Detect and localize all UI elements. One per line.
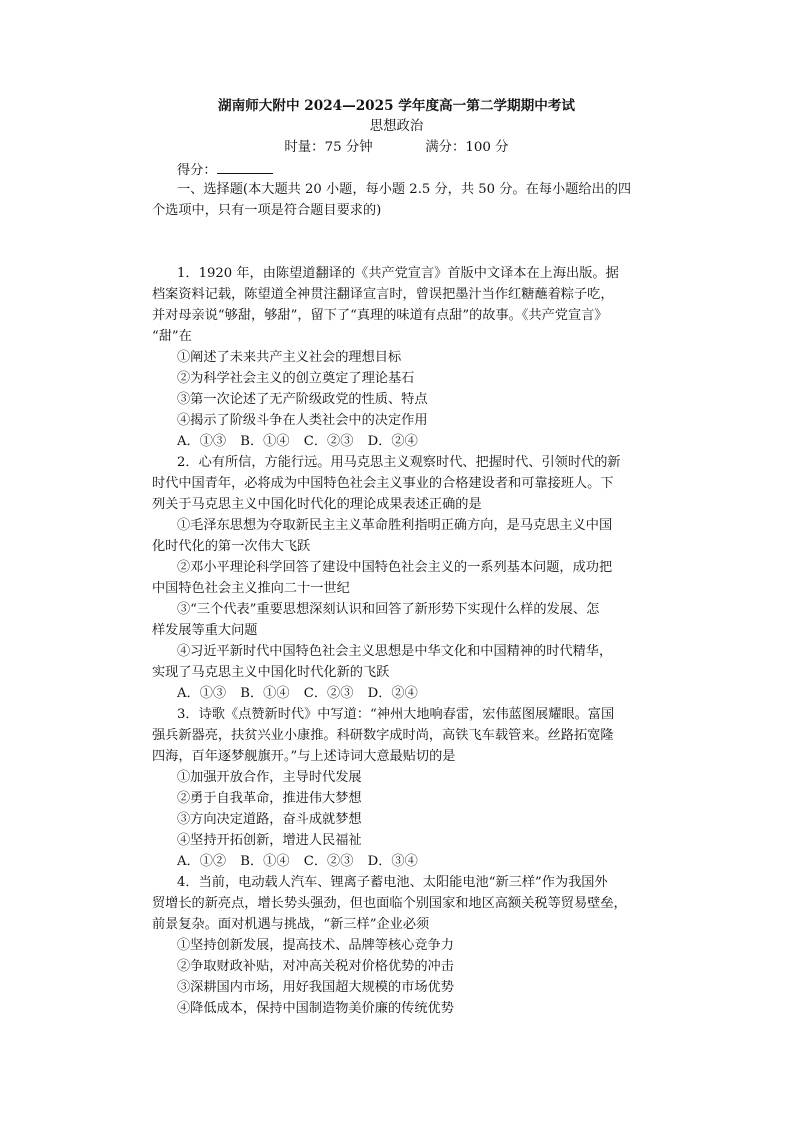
q1-option-b: B．①④ — [240, 434, 290, 449]
score-label: 得分： — [177, 163, 217, 178]
q2-item-4a: ④习近平新时代中国特色社会主义思想是中华文化和中国精神的时代精华， — [177, 644, 613, 659]
q4-item-4: ④降低成本，保持中国制造物美价廉的传统优势 — [177, 1001, 454, 1016]
q1-stem-line3: 并对母亲说“够甜，够甜”，留下了“真理的味道有点甜”的故事。《共产党宣言》 — [152, 308, 608, 323]
q3-option-d: D．③④ — [367, 854, 418, 869]
section-heading-line1: 一、选择题(本大题共 20 小题，每小题 2.5 分，共 50 分。在每小题给出的四 — [177, 182, 632, 197]
score-field — [177, 160, 273, 179]
q2-item-4b: 实现了马克思主义中国化时代化新的飞跃 — [152, 665, 390, 680]
exam-title: 湖南师大附中 2024—2025 学年度高一第二学期期中考试 — [217, 98, 575, 114]
q3-option-c: C．②③ — [303, 854, 354, 869]
exam-full-marks: 满分：100 分 — [425, 140, 509, 155]
q1-item-3: ③第一次论述了无产阶级政党的性质、特点 — [177, 392, 428, 407]
q2-item-3a: ③“三个代表”重要思想深刻认识和回答了新形势下实现什么样的发展、怎 — [177, 602, 600, 617]
q2-stem-line3: 列关于马克思主义中国化时代化的理论成果表述正确的是 — [152, 497, 482, 512]
exam-subject: 思想政治 — [369, 119, 424, 134]
section-heading-line2: 个选项中，只有一项是符合题目要求的) — [152, 203, 382, 218]
q3-stem-line3: 四海，百年逐梦舰旗开。”与上述诗词大意最贴切的是 — [152, 749, 456, 764]
q1-item-1: ①阐述了未来共产主义社会的理想目标 — [177, 350, 402, 365]
q1-stem-line1: 1．1920 年，由陈望道翻译的《共产党宣言》首版中文译本在上海出版。据 — [177, 266, 619, 281]
q2-item-2b: 中国特色社会主义推向二十一世纪 — [152, 581, 350, 596]
q1-option-d: D．②④ — [367, 434, 418, 449]
q3-option-a: A．①② — [177, 854, 227, 869]
q2-item-2a: ②邓小平理论科学回答了建设中国特色社会主义的一系列基本问题，成功把 — [177, 560, 613, 575]
q3-item-1: ①加强开放合作，主导时代发展 — [177, 770, 362, 785]
q1-stem-line4: “甜”在 — [152, 329, 192, 344]
exam-meta — [0, 139, 793, 156]
q4-stem-line1: 4．当前，电动载人汽车、锂离子蓄电池、太阳能电池“新三样”作为我国外 — [177, 875, 608, 890]
q4-stem-line3: 前景复杂。面对机遇与挑战，“新三样”企业必须 — [152, 917, 430, 932]
q4-item-1: ①坚持创新发展，提高技术、品牌等核心竞争力 — [177, 938, 454, 953]
q1-option-c: C．②③ — [303, 434, 354, 449]
q1-item-2: ②为科学社会主义的创立奠定了理论基石 — [177, 371, 415, 386]
exam-time: 时量：75 分钟 — [284, 140, 373, 155]
q3-stem-line1: 3．诗歌《点赞新时代》中写道：“神州大地响春雷，宏伟蓝图展耀眼。富国 — [177, 707, 615, 722]
q2-options — [177, 685, 428, 702]
q4-item-2: ②争取财政补贴，对冲高关税对价格优势的冲击 — [177, 959, 454, 974]
q4-stem-line2: 贸增长的新亮点，增长势头强劲，但也面临个别国家和地区高额关税等贸易壁垒， — [152, 896, 627, 911]
q2-option-c: C．②③ — [303, 686, 354, 701]
q2-item-1b: 化时代化的第一次伟大飞跃 — [152, 539, 311, 554]
q3-item-3: ③方向决定道路，奋斗成就梦想 — [177, 812, 362, 827]
q2-option-d: D．②④ — [367, 686, 418, 701]
q2-option-a: A．①③ — [177, 686, 227, 701]
q3-stem-line2: 强兵新器亮，扶贫兴业小康推。科研数字成时尚，高铁飞车载管来。丝路拓宽隆 — [152, 728, 614, 743]
q3-item-4: ④坚持开拓创新，增进人民福祉 — [177, 833, 362, 848]
score-blank — [217, 160, 273, 174]
q1-option-a: A．①③ — [177, 434, 227, 449]
q1-item-4: ④揭示了阶级斗争在人类社会中的决定作用 — [177, 413, 428, 428]
q2-item-1a: ①毛泽东思想为夺取新民主主义革命胜利指明正确方向，是马克思主义中国 — [177, 518, 613, 533]
q1-stem-line2: 档案资料记载，陈望道全神贯注翻译宣言时，曾误把墨汁当作红糖蘸着粽子吃， — [152, 287, 614, 302]
q1-options — [177, 433, 428, 450]
q3-options — [177, 853, 428, 870]
q3-item-2: ②勇于自我革命，推进伟大梦想 — [177, 791, 362, 806]
q2-stem-line2: 时代中国青年，必将成为中国特色社会主义事业的合格建设者和可靠接班人。下 — [152, 476, 614, 491]
q2-stem-line1: 2．心有所信，方能行远。用马克思主义观察时代、把握时代、引领时代的新 — [177, 455, 621, 470]
q2-item-3b: 样发展等重大问题 — [152, 623, 258, 638]
q3-option-b: B．①④ — [240, 854, 290, 869]
q2-option-b: B．①④ — [240, 686, 290, 701]
q4-item-3: ③深耕国内市场，用好我国超大规模的市场优势 — [177, 980, 454, 995]
